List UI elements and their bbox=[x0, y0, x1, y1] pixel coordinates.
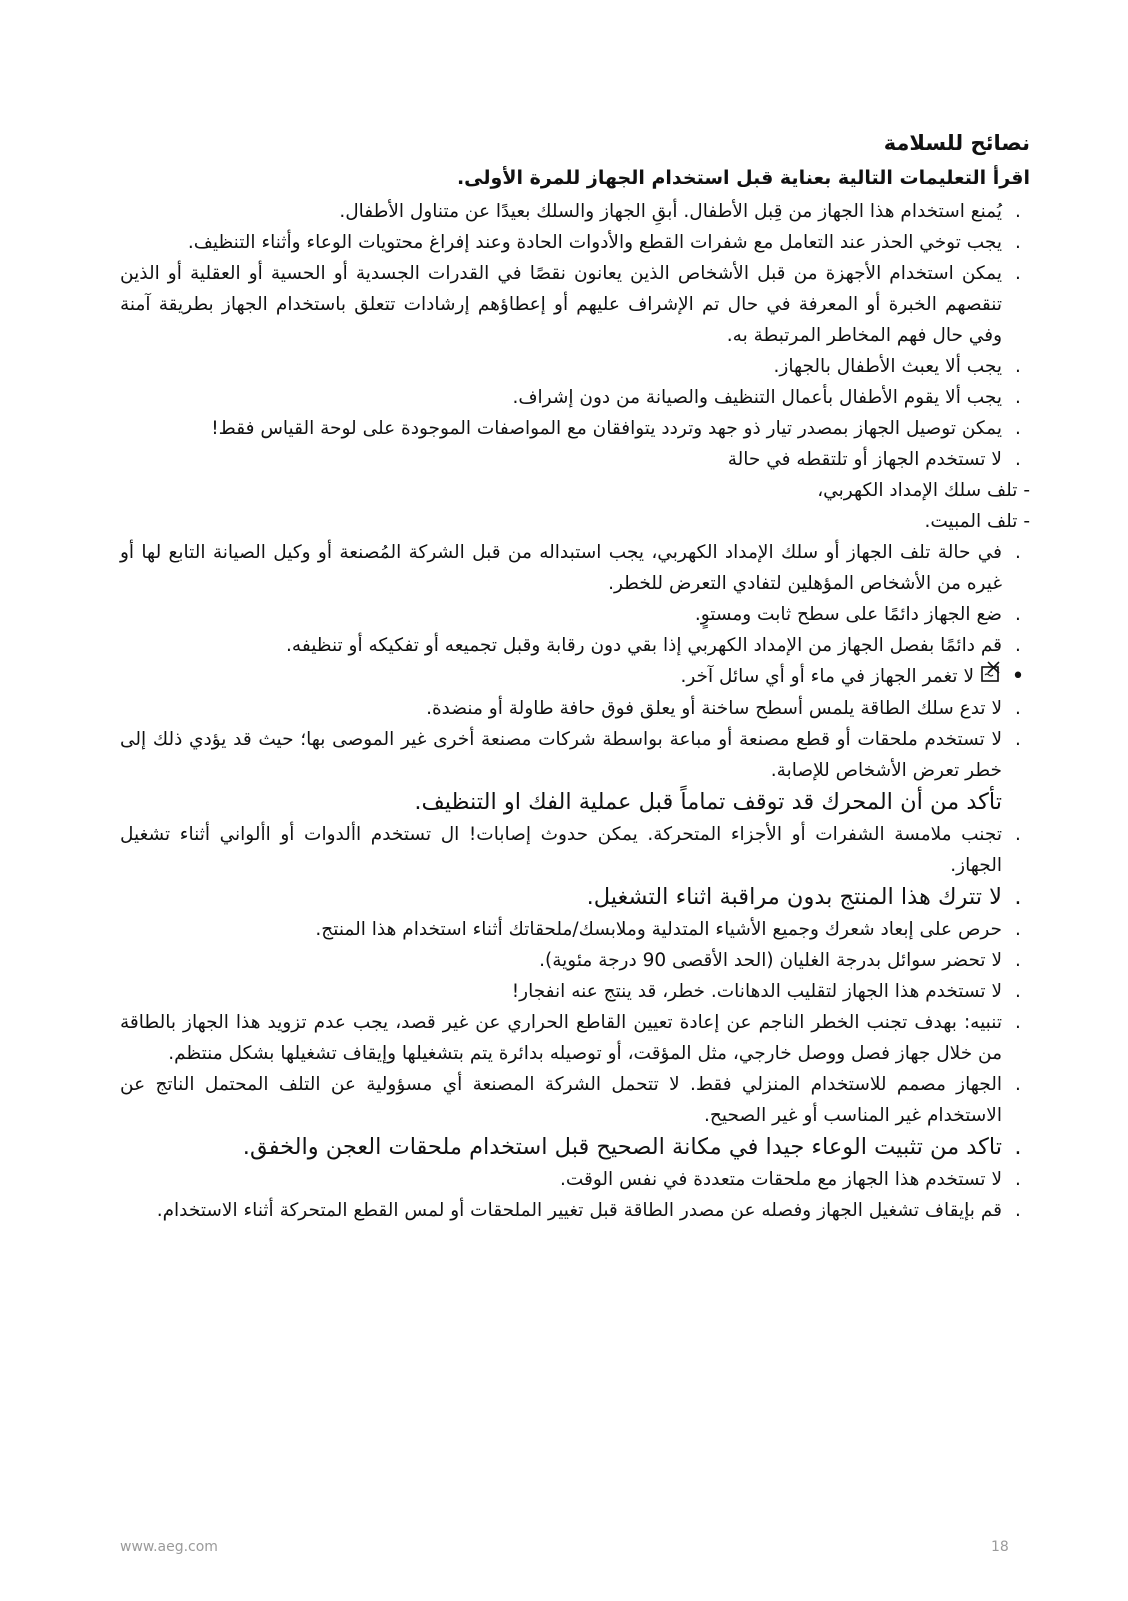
do-not-immerse-icon bbox=[980, 661, 1002, 693]
list-item-text: لا تستخدم هذا الجهاز مع ملحقات متعددة في نفس الوقت. bbox=[559, 1169, 1002, 1190]
bullet-dot: . bbox=[1015, 418, 1021, 439]
list-item bbox=[120, 537, 1030, 599]
list-item-text: - تلف المبيت. bbox=[924, 511, 1030, 532]
bullet-dot: . bbox=[1015, 232, 1021, 253]
list-item-text: حرص على إبعاد شعرك وجميع الأشياء المتدلية وملابسك/ملحقاتك أثناء استخدام هذا المنتج. bbox=[315, 919, 1002, 940]
bullet-dot: . bbox=[1015, 919, 1021, 940]
list-item-text: لا تدع سلك الطاقة يلمس أسطح ساخنة أو يعلق فوق حافة طاولة أو منضدة. bbox=[426, 698, 1002, 719]
bullet-dot: . bbox=[1015, 729, 1021, 750]
list-item bbox=[120, 382, 1030, 413]
list-item bbox=[120, 693, 1030, 724]
bullet-dot: . bbox=[1015, 604, 1021, 625]
list-item bbox=[120, 1195, 1030, 1226]
bullet-dot: . bbox=[1015, 201, 1021, 222]
bullet-dot: . bbox=[1015, 1169, 1021, 1190]
list-item-text: لا تستخدم ملحقات أو قطع مصنعة أو مباعة بواسطة شركات مصنعة أخرى غير الموصى بها؛ حيث قد يؤدي ذلك إلى خطر تعرض الأشخاص للإصابة. bbox=[120, 729, 1002, 781]
intro-text: اقرأ التعليمات التالية بعناية قبل استخدام الجهاز للمرة الأولى. bbox=[456, 167, 1030, 189]
list-item bbox=[120, 1131, 1030, 1164]
list-item bbox=[120, 1164, 1030, 1195]
list-item bbox=[120, 881, 1030, 914]
list-item bbox=[120, 724, 1030, 786]
footer-url: www.aeg.com bbox=[120, 1539, 218, 1555]
list-item-text: ضع الجهاز دائمًا على سطح ثابت ومستوٍ. bbox=[694, 604, 1002, 625]
list-item bbox=[120, 258, 1030, 351]
bullet-dot: . bbox=[1015, 950, 1021, 971]
list-item bbox=[120, 661, 1030, 693]
list-item-text: يمكن توصيل الجهاز بمصدر تيار ذو جهد وتردد يتوافقان مع المواصفات الموجودة على لوحة القياس فقط! bbox=[211, 418, 1002, 439]
section-title: نصائح للسلامة bbox=[883, 131, 1030, 155]
list-item-text: - تلف سلك الإمداد الكهربي، bbox=[817, 480, 1030, 501]
list-item-text: تنبيه: بهدف تجنب الخطر الناجم عن إعادة تعيين القاطع الحراري عن غير قصد، يجب عدم تزويد هذا الجهاز بالطاقة من خلال جهاز فصل ووصل خارجي، مثل المؤقت، أو توصيله بدائرة يتم بتشغيلها وإيقاف تشغيلها بشكل منتظم. bbox=[120, 1012, 1002, 1064]
bullet-dot: • bbox=[1011, 664, 1025, 689]
list-item-text: تأكد من أن المحرك قد توقف تماماً قبل عملية الفك او التنظيف. bbox=[414, 789, 1002, 815]
page-number: 18 bbox=[991, 1539, 1009, 1555]
list-item-text: يجب ألا يعبث الأطفال بالجهاز. bbox=[773, 356, 1002, 377]
list-item bbox=[120, 786, 1030, 819]
bullet-dot: . bbox=[1015, 449, 1021, 470]
list-item bbox=[120, 1069, 1030, 1131]
bullet-dot: . bbox=[1015, 1074, 1021, 1095]
safety-section bbox=[120, 128, 1030, 1226]
list-item-text: تاكد من تثبيت الوعاء جيدا في مكانة الصحيح قبل استخدام ملحقات العجن والخفق. bbox=[242, 1134, 1002, 1160]
list-item-text: قم دائمًا بفصل الجهاز من الإمداد الكهربي إذا بقي دون رقابة وقبل تجميعه أو تفكيكه أو تنظيفه. bbox=[286, 635, 1002, 656]
list-item-text: لا تترك هذا المنتج بدون مراقبة اثناء التشغيل. bbox=[586, 884, 1002, 910]
bullet-dot: . bbox=[1015, 263, 1021, 284]
safety-list bbox=[120, 196, 1030, 1226]
list-item-text: في حالة تلف الجهاز أو سلك الإمداد الكهربي، يجب استبداله من قبل الشركة المُصنعة أو وكيل الصيانة التابع لها أو غيره من الأشخاص المؤهلين لتفادي التعرض للخطر. bbox=[120, 542, 1002, 594]
list-item-text: يُمنع استخدام هذا الجهاز من قِبل الأطفال. أبقِ الجهاز والسلك بعيدًا عن متناول الأطفال. bbox=[339, 201, 1002, 222]
list-item bbox=[120, 976, 1030, 1007]
list-item bbox=[120, 630, 1030, 661]
list-item bbox=[120, 945, 1030, 976]
bullet-dot: . bbox=[1014, 1134, 1022, 1160]
list-item bbox=[120, 413, 1030, 444]
list-item bbox=[120, 819, 1030, 881]
list-item-text: لا تستخدم الجهاز أو تلتقطه في حالة bbox=[727, 449, 1002, 470]
list-subitem bbox=[120, 506, 1030, 537]
bullet-dot: . bbox=[1015, 635, 1021, 656]
list-item bbox=[120, 599, 1030, 630]
list-item bbox=[120, 227, 1030, 258]
list-item-text: يجب توخي الحذر عند التعامل مع شفرات القطع والأدوات الحادة وعند إفراغ محتويات الوعاء وأثناء التنظيف. bbox=[187, 232, 1002, 253]
list-item-text: لا تغمر الجهاز في ماء أو أي سائل آخر. bbox=[680, 666, 974, 687]
bullet-dot: . bbox=[1015, 698, 1021, 719]
list-subitem bbox=[120, 475, 1030, 506]
bullet-dot: . bbox=[1015, 1200, 1021, 1221]
list-item bbox=[120, 196, 1030, 227]
bullet-dot: . bbox=[1015, 981, 1021, 1002]
bullet-dot: . bbox=[1015, 387, 1021, 408]
list-item-text: يمكن استخدام الأجهزة من قبل الأشخاص الذين يعانون نقصًا في القدرات الجسدية أو الحسية أو العقلية أو الذين تنقصهم الخبرة أو المعرفة في حال تم الإشراف عليهم أو إعطاؤهم إرشادات تتعلق باستخدام الجهاز بطريقة آمنة وفي حال فهم المخاطر المرتبطة به. bbox=[120, 263, 1002, 346]
list-item-text: يجب ألا يقوم الأطفال بأعمال التنظيف والصيانة من دون إشراف. bbox=[512, 387, 1002, 408]
list-item-text: لا تحضر سوائل بدرجة الغليان (الحد الأقصى 90 درجة مئوية). bbox=[539, 950, 1002, 971]
bullet-dot: . bbox=[1014, 884, 1022, 910]
list-item-text: الجهاز مصمم للاستخدام المنزلي فقط. لا تتحمل الشركة المصنعة أي مسؤولية عن التلف المحتمل الناتج عن الاستخدام غير المناسب أو غير الصحيح. bbox=[120, 1074, 1002, 1126]
bullet-dot: . bbox=[1015, 542, 1021, 563]
bullet-dot: . bbox=[1015, 1012, 1021, 1033]
list-item-text: لا تستخدم هذا الجهاز لتقليب الدهانات. خطر، قد ينتج عنه انفجار! bbox=[511, 981, 1002, 1002]
bullet-dot: . bbox=[1015, 356, 1021, 377]
bullet-dot: . bbox=[1015, 824, 1021, 845]
list-item bbox=[120, 914, 1030, 945]
list-item bbox=[120, 351, 1030, 382]
list-item-text: قم بإيقاف تشغيل الجهاز وفصله عن مصدر الطاقة قبل تغيير الملحقات أو لمس القطع المتحركة أثناء الاستخدام. bbox=[156, 1200, 1002, 1221]
list-item-text: تجنب ملامسة الشفرات أو الأجزاء المتحركة. يمكن حدوث إصابات! ال تستخدم األدوات أو األواني أثناء تشغيل الجهاز. bbox=[120, 824, 1002, 876]
list-item bbox=[120, 444, 1030, 475]
list-item bbox=[120, 1007, 1030, 1069]
